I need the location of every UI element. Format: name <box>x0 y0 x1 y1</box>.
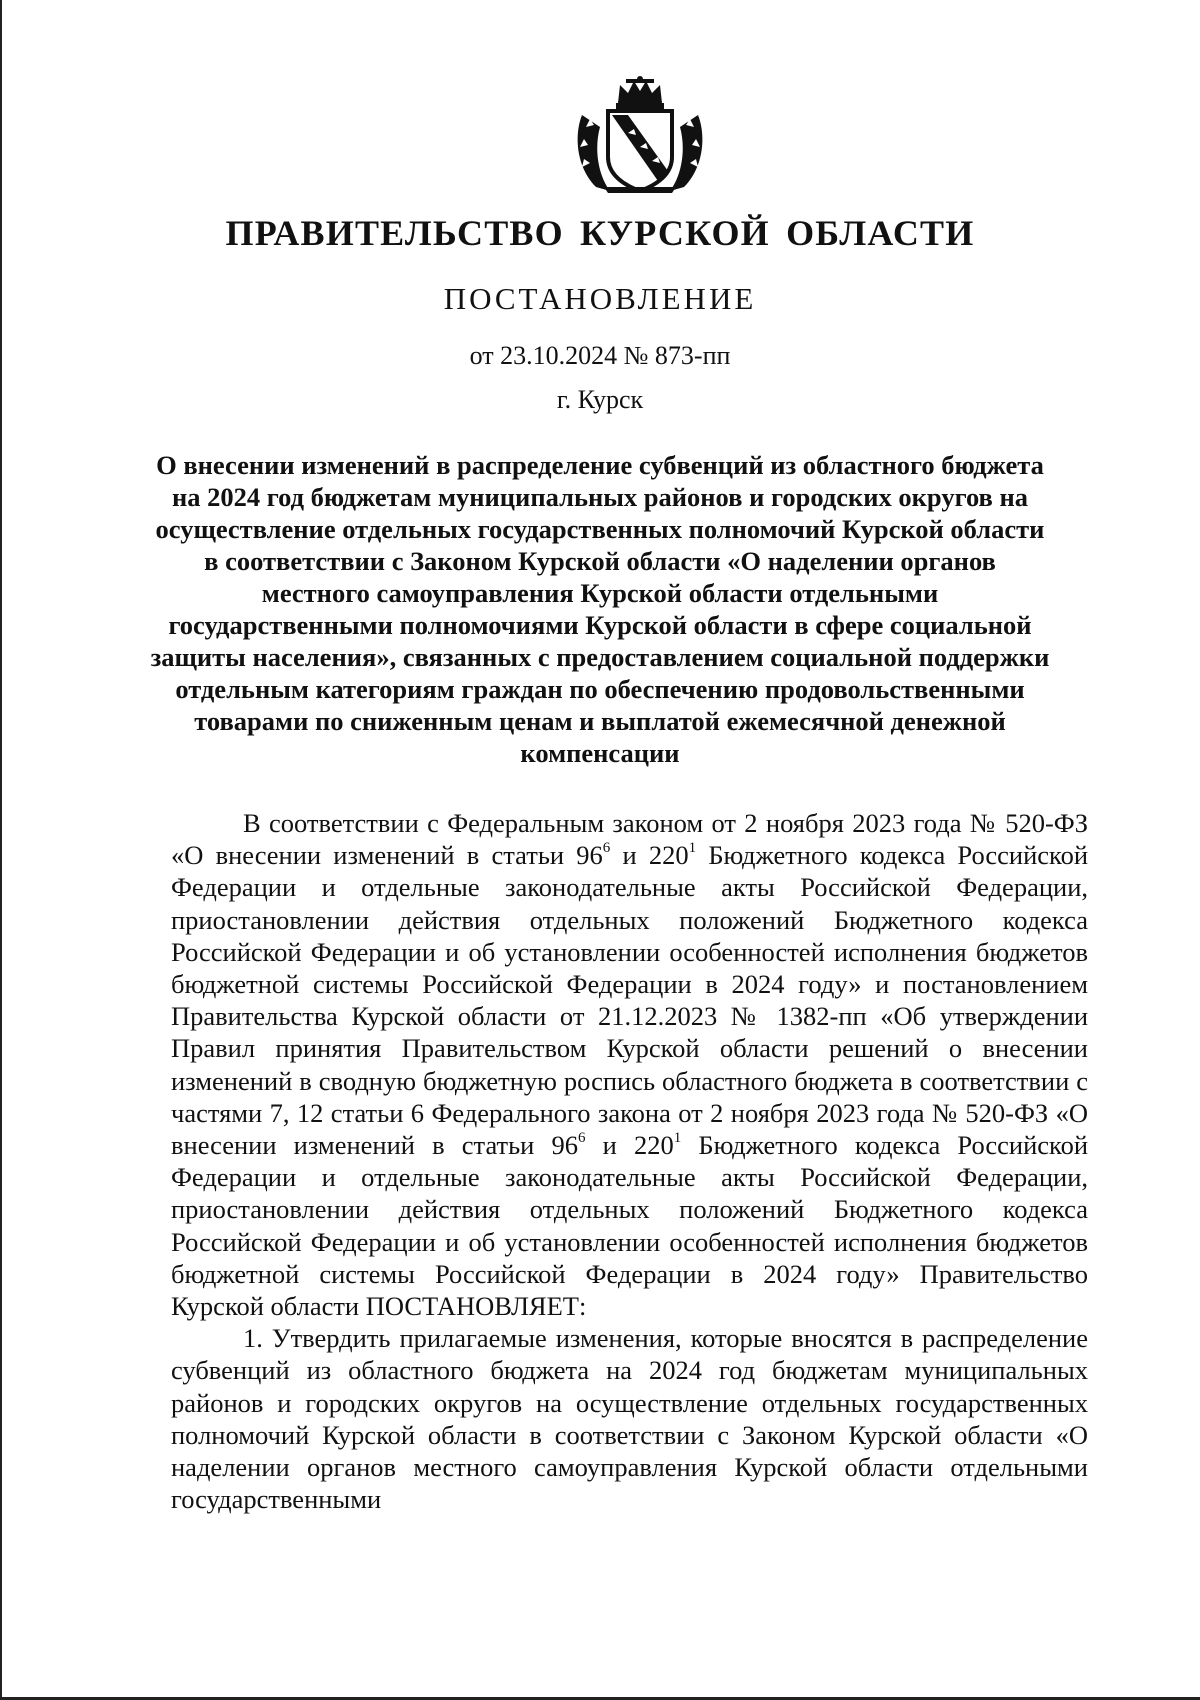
preamble-text-2: и 220 <box>610 840 689 871</box>
kursk-coat-of-arms-icon <box>570 75 710 195</box>
document-heading: О внесении изменений в распределение субвенций из областного бюджета на 2024 год бюджетам муниципальных районов и городских округов на осуществление отдельных государственных полномочий Курской области в соответствии с Законом Курской области «О наделении органов местного самоуправления Курской области отдельными государственными полномочиями Курской области в сфере социальной защиты населения», связанных с предоставлением социальной поддержки отдельным категориям граждан по обеспечению продовольственными товарами по сниженным ценам и выплатой ежемесячной денежной компенсации <box>150 450 1050 768</box>
preamble-text-3: Бюджетного кодекса Российской Федерации и отдельные законодательные акты Российской Федерации, приостановлении действия отдельных положений Бюджетного кодекса Российской Федерации и об установлении особенностей исполнения бюджетов бюджетной системы Российской Федерации в 2024 году» и постановлением Правительства Курской области от 21.12.2023 № 1382-пп «Об утверждении Правил принятия Правительством Курской области решений о внесении изменений в сводную бюджетную роспись областного бюджета в соответствии с частями 7, 12 статьи 6 Федерального закона от 2 ноября 2023 года № 520-ФЗ «О внесении изменений в статьи 96 <box>171 840 1089 1161</box>
resolution-item-1: 1. Утвердить прилагаемые изменения, которые вносятся в распределение субвенций из областного бюджета на 2024 год бюджетам муниципальных районов и городских округов на осуществление отдельных государственных полномочий Курской области в соответствии с Законом Курской области «О наделении органов местного самоуправления Курской области отдельными государственными <box>171 1323 1088 1515</box>
document-city: г. Курск <box>556 385 644 414</box>
superscript: 6 <box>602 840 611 857</box>
document-date-number: от 23.10.2024 № 873-пп <box>469 341 731 370</box>
superscript: 1 <box>688 840 697 857</box>
document-body <box>171 807 1088 1515</box>
preamble-text-4: и 220 <box>585 1130 674 1161</box>
superscript: 6 <box>578 1130 586 1147</box>
page-edge-left <box>0 0 2 1700</box>
preamble-paragraph <box>171 807 1088 1322</box>
preamble-text-1: В соответствии с Федеральным законом от 2 ноября 2023 года № 520-ФЗ «О внесении изменений в статьи 96 <box>171 808 1088 871</box>
superscript: 1 <box>673 1130 682 1147</box>
document-type: ПОСТАНОВЛЕНИЕ <box>443 281 757 316</box>
organization-title: ПРАВИТЕЛЬСТВО КУРСКОЙ ОБЛАСТИ <box>225 213 975 253</box>
preamble-text-5: Бюджетного кодекса Российской Федерации и отдельные законодательные акты Российской Федерации, приостановлении действия отдельных положений Бюджетного кодекса Российской Федерации и об установлении особенностей исполнения бюджетов бюджетной системы Российской Федерации в 2024 году» Правительство Курской области ПОСТАНОВЛЯЕТ: <box>171 1130 1089 1322</box>
